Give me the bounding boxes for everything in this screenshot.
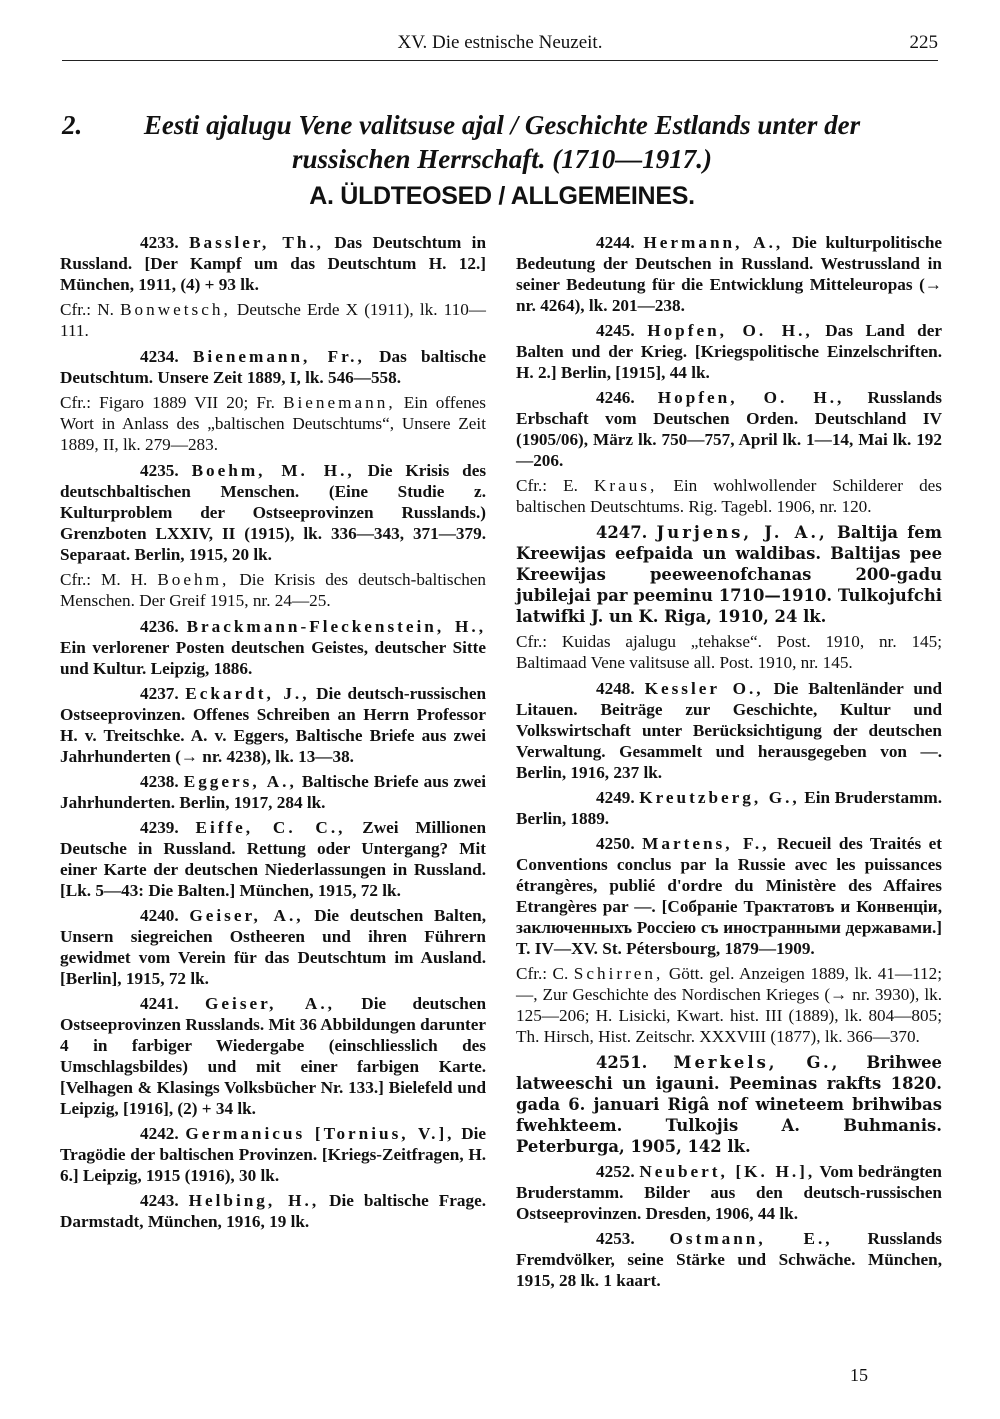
cfr-prefix: Cfr.: C.: [516, 964, 574, 983]
entry-text: Die deutschen Balten, Unsern siegreichen Ostheeren und ihren Führern gewidmet vom Verein für das Deutschtum im Ausland. [Berlin], 1915, 72 lk.: [60, 906, 486, 988]
entry-author: Germanicus [Tornius, V.],: [185, 1124, 455, 1143]
cross-reference: [516, 475, 942, 517]
bibliography-entry: [60, 1190, 486, 1232]
cfr-author: Schirren,: [573, 964, 664, 983]
entry-author: Merkels, G.,: [673, 1053, 841, 1072]
entry-text: Die deutschen Ostseeprovinzen Russlands. Mit 36 Abbildungen darunter 4 in farbiger Wiedergabe (einschliesslich des Umschlagsbildes) und mit einer farbigen Karte. [Velhagen & Klasings Volksbücher Nr. 133.] Bielefeld und Leipzig, [1916], (2) + 34 lk.: [60, 994, 487, 1118]
bibliography-entry: [60, 817, 486, 901]
section-number: 2.: [62, 110, 83, 140]
bibliography-entry: [60, 905, 486, 989]
entry-number: 4247.: [596, 523, 648, 542]
signature-number: 15: [850, 1365, 868, 1385]
entry-author: Kreutzberg, G.,: [639, 788, 800, 807]
cfr-text: Die Krisis des deutsch-baltischen Menschen. Der Greif 1915, nr. 24—25.: [60, 570, 487, 610]
bibliography-entry: [60, 683, 486, 767]
bibliography-entry: [516, 1052, 942, 1157]
bibliography-entry: [516, 320, 942, 383]
entry-text: Die deutsch-russischen Ostseeprovinzen. Offenes Schreiben an Herrn Professor H. v. Treitschke. A. v. Eggers, Baltische Briefe aus zwei Jahrhunderten (→ nr. 4238), lk. 13—38.: [60, 684, 487, 766]
entry-text: Die kulturpolitische Bedeutung der Deutschen in Russland. Westrussland in seiner Bedeutung für die Entwicklung Mitteleuropas (→ nr. 4264), lk. 201—238.: [516, 233, 943, 315]
cfr-author: Bonwetsch,: [120, 300, 231, 319]
cfr-prefix: Cfr.: N.: [60, 300, 121, 319]
running-header: [62, 30, 938, 61]
entry-text: Ein verlorener Posten deutschen Geistes, deutscher Sitte und Kultur. Leipzig, 1886.: [60, 638, 486, 678]
entry-author: Hermann, A.,: [643, 233, 784, 252]
entry-number: 4249.: [596, 788, 635, 807]
entry-number: 4235.: [140, 461, 179, 480]
bibliography-entry: [516, 232, 942, 316]
section-title-text: Eesti ajalugu Vene valitsuse ajal / Geschichte Estlands unter der russischen Herrschaft. (1710—1917.): [143, 110, 861, 174]
entry-number: 4246.: [596, 388, 635, 407]
entry-number: 4251.: [596, 1053, 648, 1072]
bibliography-entry: [516, 833, 942, 959]
right-column: [516, 232, 942, 1295]
entry-text: Die Baltenländer und Litauen. Beiträge zur Geschichte, Kultur und Volkswirtschaft unter Berücksichtigung der deutschen Verwaltung. Gesammelt und herausgegeben von —. Berlin, 1916, 237 lk.: [516, 679, 943, 782]
entry-text: Baltische Briefe aus zwei Jahrhunderten. Berlin, 1917, 284 lk.: [60, 772, 487, 812]
bibliography-entry: [60, 993, 486, 1119]
entry-author: Bienemann, Fr.,: [192, 347, 365, 366]
entry-author: Eggers, A.,: [183, 772, 297, 791]
entry-text: Die Tragödie der baltischen Provinzen. [Kriegs-Zeitfragen, H. 6.] Leipzig, 1915 (1916), 30 lk.: [60, 1124, 487, 1185]
cfr-author: Boehm,: [157, 570, 230, 589]
bibliography-entry: [60, 1123, 486, 1186]
entry-number: 4252.: [596, 1162, 635, 1181]
entry-number: 4244.: [596, 233, 635, 252]
entry-author: Bassler, Th.,: [189, 233, 324, 252]
entry-text: Recueil des Traités et Conventions conclus par la Russie avec les puissances étrangères, publié d'ordre du Ministère des Affaires Etrangères par —. [Собранiе Трактатовъ и Конвенцiи, заключенныхъ Россiею съ иностранными державами.] T. IV—XV. St. Pétersbourg, 1879—1909.: [516, 834, 942, 958]
entry-number: 4234.: [140, 347, 179, 366]
entry-text: Das Deutschtum in Russland. [Der Kampf um das Deutschtum H. 12.] München, 1911, (4) + 93 lk.: [60, 233, 487, 294]
cross-reference: [60, 299, 486, 341]
cfr-text: Gött. gel. Anzeigen 1889, lk. 41—112; —, Zur Geschichte des Nordischen Krieges (→ nr. 3930), lk. 125—206; H. Lisicki, Kwart. hist. III (1889), lk. 804—805; Th. Hirsch, Hist. Zeitschr. XXXVIII (1877), lk. 366—370.: [516, 964, 943, 1046]
entry-number: 4239.: [140, 818, 179, 837]
cross-reference: [60, 569, 486, 611]
entry-author: Eckardt, J.,: [185, 684, 310, 703]
entry-number: 4243.: [140, 1191, 179, 1210]
running-title: XV. Die estnische Neuzeit.: [397, 32, 603, 53]
entry-text: Die baltische Frage. Darmstadt, München, 1916, 19 lk.: [60, 1191, 487, 1231]
bibliography-entry: [516, 787, 942, 829]
entry-text: Russlands Erbschaft vom Deutschen Orden. Deutschland IV (1905/06), März lk. 750—757, April lk. 1—14, Mai lk. 192—206.: [516, 388, 942, 470]
entry-author: Kessler O.,: [644, 679, 764, 698]
entry-number: 4236.: [140, 617, 179, 636]
entry-text: Das Land der Balten und der Krieg. [Kriegspolitische Einzelschriften. H. 2.] Berlin, [1915], 44 lk.: [516, 321, 942, 382]
entry-author: Hopfen, O. H.,: [647, 321, 813, 340]
entry-text: Vom bedrängten Bruderstamm. Bilder aus den deutsch-russischen Ostseeprovinzen. Dresden, 1906, 44 lk.: [516, 1162, 942, 1223]
entry-text: Ein Bruderstamm. Berlin, 1889.: [516, 788, 943, 828]
bibliography-entry: [516, 678, 942, 783]
entry-author: Martens, F.,: [642, 834, 770, 853]
entry-number: 4241.: [140, 994, 179, 1013]
cfr-prefix: Cfr.: E.: [516, 476, 594, 495]
cross-reference: [516, 631, 942, 673]
cross-reference: [516, 963, 942, 1047]
entry-text: Zwei Millionen Deutsche in Russland. Rettung oder Untergang? Mit einer Karte der deutschen Niederlassungen in Russland. [Lk. 5—43: Die Balten.] München, 1915, 72 lk.: [60, 818, 487, 900]
page-number: 225: [909, 32, 938, 53]
left-column: [60, 232, 486, 1236]
entry-text: Russlands Fremdvölker, seine Stärke und Schwäche. München, 1915, 28 lk. 1 kaart.: [516, 1229, 942, 1290]
entry-number: 4250.: [596, 834, 635, 853]
bibliography-entry: [516, 1228, 942, 1291]
cfr-prefix: Cfr.: Kuidas ajalugu „tehakse“. Post. 1910, nr. 145; Baltimaad Vene valitsuse all. Post. 1910, nr. 145.: [516, 632, 942, 672]
bibliography-entry: [516, 522, 942, 627]
entry-number: 4242.: [140, 1124, 179, 1143]
entry-author: Brackmann-Fleckenstein, H.,: [186, 617, 486, 636]
bibliography-entry: [60, 460, 486, 565]
entry-text: Die Krisis des deutschbaltischen Menschen. (Eine Studie z. Kulturproblem der Ostseeprovinzen Russlands.) Grenzboten LXXIV, II (1915), lk. 336—343, 371—379. Separaat. Berlin, 1915, 20 lk.: [60, 461, 487, 564]
cfr-text: Ein wohlwollender Schilderer des baltischen Deutschtums. Rig. Tagebl. 1906, nr. 120.: [516, 476, 942, 516]
bibliography-entry: [60, 771, 486, 813]
entry-author: Geiser, A.,: [189, 906, 304, 925]
cfr-text: Deutsche Erde X (1911), lk. 110—111.: [60, 300, 486, 340]
bibliography-entry: [516, 1161, 942, 1224]
cross-reference: [60, 392, 486, 455]
entry-text: Brihwee latweeschi un igauni. Peeminas rakfts 1820. gada 6. januari Rigâ nof wineteem brihwibas fwehkteem. Tulkojis A. Buhmanis. Peterburga, 1905, 142 lk.: [516, 1053, 942, 1156]
entry-author: Neubert, [K. H.],: [639, 1162, 816, 1181]
entry-number: 4238.: [140, 772, 179, 791]
entry-number: 4253.: [596, 1229, 635, 1248]
subsection-title: A. ÜLDTEOSED / ALLGEMEINES.: [309, 182, 695, 210]
cfr-text: Ein offenes Wort in Anlass des „baltischen Deutschtums“, Unsere Zeit 1889, II, lk. 279—283.: [60, 393, 486, 454]
entry-text: Baltija fem Kreewijas eefpaida un waldibas. Baltijas pee Kreewijas peeweenofchanas 200-gadu jubilejai par peeminu 1710—1910. Tulkojufchi latwifki J. un K. Riga, 1910, 24 lk.: [516, 523, 943, 626]
entry-number: 4240.: [140, 906, 179, 925]
cfr-author: Kraus,: [593, 476, 658, 495]
entry-author: Ostmann, E.,: [669, 1229, 833, 1248]
entry-number: 4245.: [596, 321, 635, 340]
bibliography-entry: [60, 616, 486, 679]
entry-author: Boehm, M. H.,: [191, 461, 355, 480]
cfr-prefix: Cfr.: Figaro 1889 VII 20; Fr.: [60, 393, 284, 412]
bibliography-entry: [516, 387, 942, 471]
entry-author: Helbing, H.,: [188, 1191, 320, 1210]
cfr-prefix: Cfr.: M. H.: [60, 570, 158, 589]
entry-number: 4237.: [140, 684, 179, 703]
entry-number: 4248.: [596, 679, 635, 698]
entry-author: Hopfen, O. H.,: [657, 388, 845, 407]
section-title: [62, 108, 942, 176]
entry-author: Jurjens, J. A.,: [656, 523, 828, 542]
bibliography-entry: [60, 232, 486, 295]
entry-text: Das baltische Deutschtum. Unsere Zeit 1889, I, lk. 546—558.: [60, 347, 486, 387]
bibliography-entry: [60, 346, 486, 388]
entry-author: Geiser, A.,: [205, 994, 335, 1013]
entry-number: 4233.: [140, 233, 179, 252]
cfr-author: Bienemann,: [283, 393, 396, 412]
entry-author: Eiffe, C. C.,: [195, 818, 346, 837]
